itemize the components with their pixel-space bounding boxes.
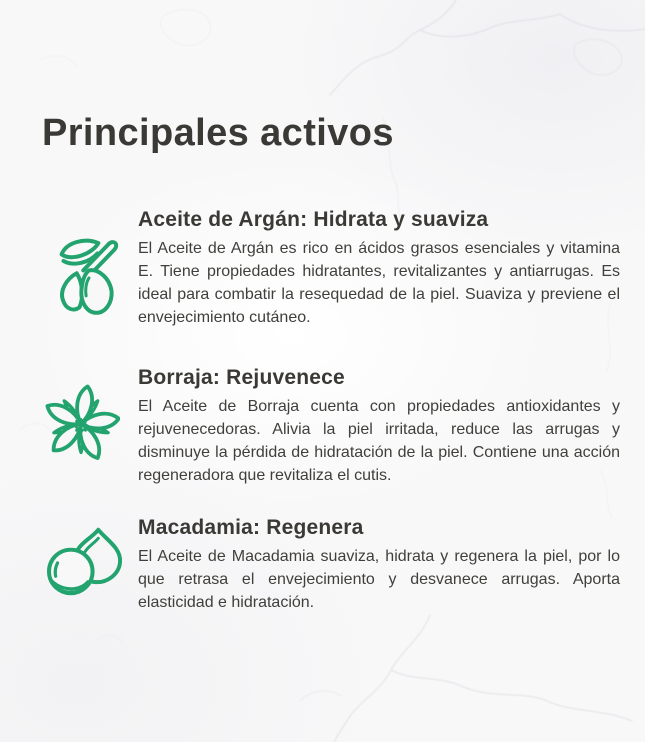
macadamia-nut-icon: [45, 526, 125, 598]
borage-flower-icon: [42, 380, 120, 464]
section-text: [138, 516, 620, 614]
section-heading: Macadamia: Regenera: [138, 516, 364, 539]
section-body: El Aceite de Macadamia suaviza, hidrata y regenera la piel, por lo que retrasa el envejecimiento y desvanece arrugas. Aporta elasticidad e hidratación.: [138, 548, 620, 611]
section-body: El Aceite de Argán es rico en ácidos grasos esenciales y vitamina E. Tiene propiedades hidratantes, revitalizantes y antiarrugas. Es ideal para combatir la resequedad de la piel. Suaviza y previene el envejecimiento cutáneo.: [138, 240, 620, 326]
section-borraja: [42, 366, 622, 487]
section-heading: Aceite de Argán: Hidrata y suaviza: [138, 208, 489, 231]
argan-fruit-icon: [55, 236, 121, 318]
section-macadamia: [42, 516, 622, 614]
section-heading: Borraja: Rejuvenece: [138, 366, 345, 389]
section-text: [138, 366, 620, 487]
section-text: [138, 208, 620, 329]
page-title: Principales activos: [42, 112, 394, 154]
section-body: El Aceite de Borraja cuenta con propiedades antioxidantes y rejuvenecedoras. Alivia la piel irritada, reduce las arrugas y disminuye la pérdida de hidratación de la piel. Contiene una acción regeneradora que revitaliza el cutis.: [138, 398, 620, 484]
section-argan: [42, 208, 622, 329]
